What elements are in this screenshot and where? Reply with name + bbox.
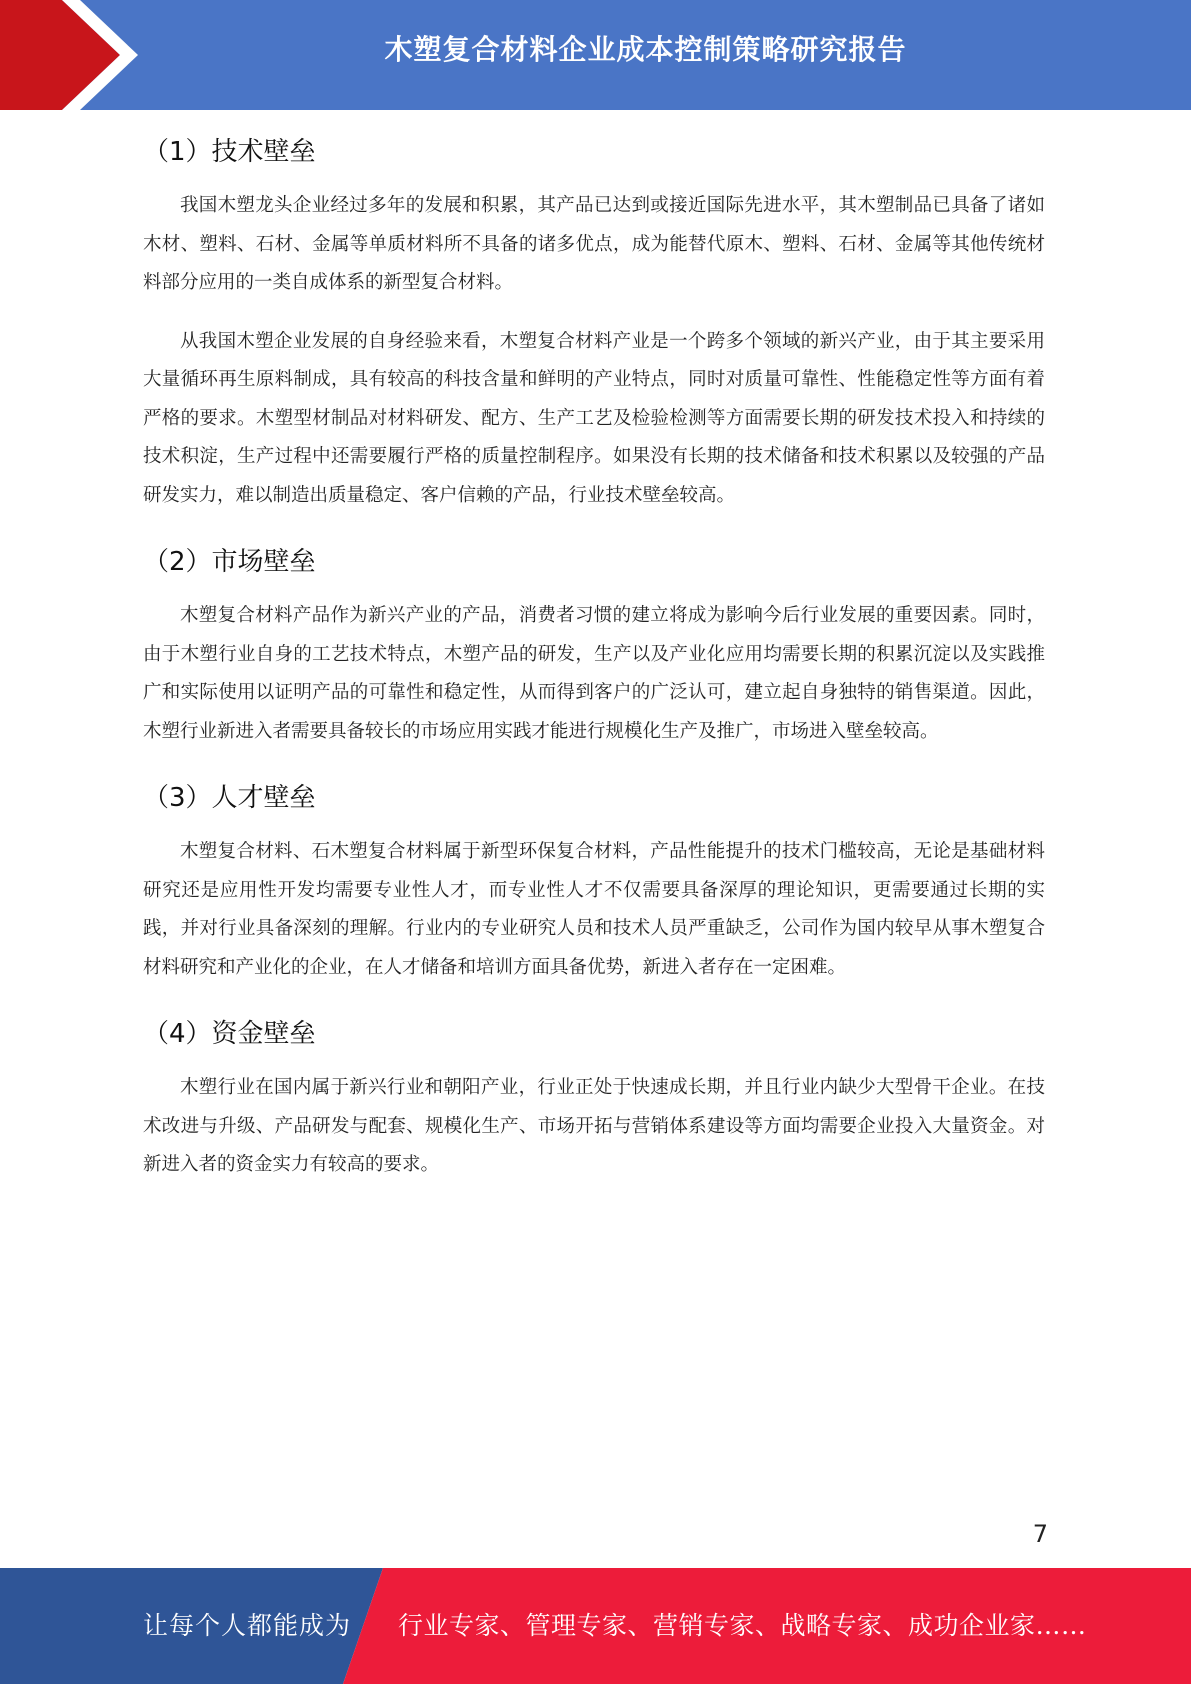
paragraph: 木塑复合材料产品作为新兴产业的产品，消费者习惯的建立将成为影响今后行业发展的重要因素。同时，由于木塑行业自身的工艺技术特点，木塑产品的研发，生产以及产业化应用均需要长期的积累沉淀以及实践推广和实际使用以证明产品的可靠性和稳定性，从而得到客户的广泛认可，建立起自身独特的销售渠道。因此，木塑行业新进入者需要具备较长的市场应用实践才能进行规模化生产及推广，市场进入壁垒较高。 bbox=[143, 605, 1045, 742]
document-body bbox=[143, 125, 1045, 1205]
report-title: 木塑复合材料企业成本控制策略研究报告 bbox=[384, 33, 907, 66]
page-number: 7 bbox=[1032, 1520, 1048, 1548]
section-capital-barrier bbox=[143, 1007, 1045, 1185]
header-chevron-decoration bbox=[0, 0, 160, 110]
paragraph: 木塑行业在国内属于新兴行业和朝阳产业，行业正处于快速成长期，并且行业内缺少大型骨干企业。在技术改进与升级、产品研发与配套、规模化生产、市场开拓与营销体系建设等方面均需要企业投入大量资金。对新进入者的资金实力有较高的要求。 bbox=[143, 1077, 1045, 1175]
section-heading: （4）资金壁垒 bbox=[143, 1019, 316, 1049]
footer-slogan-right: 行业专家、管理专家、营销专家、战略专家、成功企业家…… bbox=[398, 1611, 1087, 1640]
paragraph: 我国木塑龙头企业经过多年的发展和积累，其产品已达到或接近国际先进水平，其木塑制品已具备了诸如木材、塑料、石材、金属等单质材料所不具备的诸多优点，成为能替代原木、塑料、石材、金属等其他传统材料部分应用的一类自成体系的新型复合材料。 bbox=[143, 195, 1045, 293]
page-footer bbox=[0, 1568, 1191, 1684]
section-heading: （2）市场壁垒 bbox=[143, 547, 316, 577]
section-heading: （3）人才壁垒 bbox=[143, 783, 316, 813]
footer-slogan-left: 让每个人都能成为 bbox=[143, 1611, 352, 1640]
paragraph: 从我国木塑企业发展的自身经验来看，木塑复合材料产业是一个跨多个领域的新兴产业，由于其主要采用大量循环再生原料制成，具有较高的科技含量和鲜明的产业特点，同时对质量可靠性、性能稳定性等方面有着严格的要求。木塑型材制品对材料研发、配方、生产工艺及检验检测等方面需要长期的研发技术投入和持续的技术积淀，生产过程中还需要履行严格的质量控制程序。如果没有长期的技术储备和技术积累以及较强的产品研发实力，难以制造出质量稳定、客户信赖的产品，行业技术壁垒较高。 bbox=[143, 330, 1045, 506]
section-talent-barrier bbox=[143, 771, 1045, 987]
section-technology-barrier bbox=[143, 125, 1045, 515]
paragraph: 木塑复合材料、石木塑复合材料属于新型环保复合材料，产品性能提升的技术门槛较高，无论是基础材料研究还是应用性开发均需要专业性人才，而专业性人才不仅需要具备深厚的理论知识，更需要通过长期的实践，并对行业具备深刻的理解。行业内的专业研究人员和技术人员严重缺乏，公司作为国内较早从事木塑复合材料研究和产业化的企业，在人才储备和培训方面具备优势，新进入者存在一定困难。 bbox=[143, 841, 1045, 978]
section-heading: （1）技术壁垒 bbox=[143, 137, 316, 167]
page-header bbox=[0, 0, 1191, 110]
section-market-barrier bbox=[143, 535, 1045, 751]
